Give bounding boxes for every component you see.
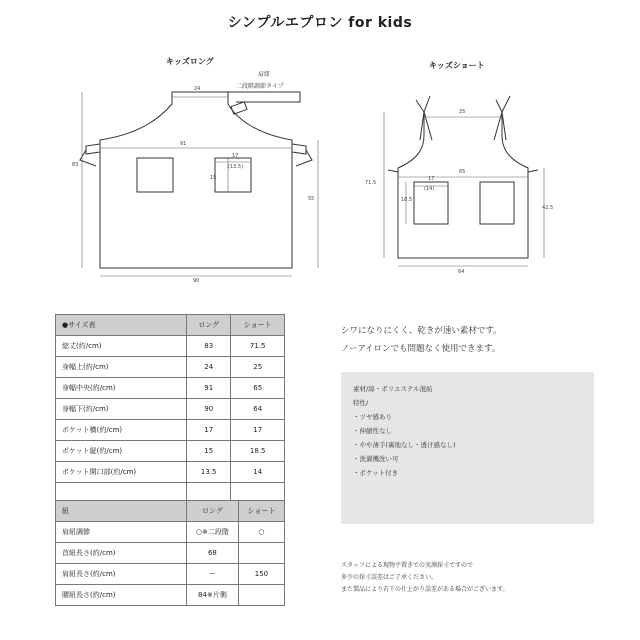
staff-note-line-2: 多少の採寸誤差はご了承ください。 (341, 574, 438, 581)
row-short: 65 (231, 378, 285, 399)
long-dimension-lines (82, 92, 318, 276)
table-row (56, 357, 285, 378)
feature-title: 特性/ (353, 399, 369, 407)
short-dim-middle: 65 (459, 169, 466, 175)
row-long: 17 (187, 420, 231, 441)
feature-item: ・ツヤ感あり (353, 413, 392, 421)
strap-note-1: 肩紐 (258, 71, 271, 78)
long-apron-outline (80, 92, 315, 268)
description-line-2: ノーアイロンでも問題なく使用できます。 (341, 344, 501, 354)
row-label: 身幅上(約/cm) (56, 357, 187, 378)
strap-table-header-short: ショート (238, 501, 284, 522)
short-dimension-lines (384, 112, 544, 266)
short-dim-pocket-open: (14) (424, 186, 435, 192)
row-short: 25 (231, 357, 285, 378)
feature-item: ・ポケット付き (353, 469, 399, 477)
row-long: 68 (187, 543, 239, 564)
strap-table-header (56, 501, 285, 522)
long-dim-bottom: 90 (193, 278, 200, 284)
long-dim-pocket-open: (13.5) (228, 164, 244, 170)
feature-item: ・洗濯機洗い可 (353, 455, 399, 463)
row-label: 首紐長さ(約/cm) (56, 543, 187, 564)
size-table (55, 314, 285, 504)
row-long: 15 (187, 441, 231, 462)
long-dim-pocket-h: 15 (210, 175, 217, 181)
material-box (341, 372, 594, 524)
long-dim-top: 24 (194, 86, 201, 92)
row-short: ○ (238, 522, 284, 543)
row-short: 150 (238, 564, 284, 585)
long-dim-middle: 91 (180, 141, 187, 147)
table-row (56, 522, 285, 543)
row-long: 13.5 (187, 462, 231, 483)
row-short: 14 (231, 462, 285, 483)
short-dim-total: 71.5 (365, 180, 377, 186)
feature-item: ・やや薄手(裏地なし・透け感なし) (353, 441, 456, 449)
page-title: シンプルエプロン for kids (227, 15, 413, 31)
apron-diagrams (0, 0, 640, 300)
description-line-1: シワになりにくく、乾きが速い素材です。 (341, 326, 502, 336)
short-label: キッズショート (429, 61, 485, 70)
short-dim-lower: 42.5 (542, 205, 554, 211)
row-short: 17 (231, 420, 285, 441)
long-dim-bottom-len: 55 (308, 196, 315, 202)
short-dim-top: 25 (459, 109, 466, 115)
table-row (56, 336, 285, 357)
row-short (238, 585, 284, 606)
row-long: 91 (187, 378, 231, 399)
table-row (56, 585, 285, 606)
strap-table (55, 500, 285, 606)
long-dim-total: 83 (72, 162, 79, 168)
staff-note-line-1: スタッフによる現物平置きでの実測採寸ですので (341, 562, 474, 569)
row-long: ○※二段階 (187, 522, 239, 543)
table-row (56, 378, 285, 399)
size-table-header (56, 315, 285, 336)
row-label: 肩紐調節 (56, 522, 187, 543)
short-dim-pocket-h: 18.5 (401, 197, 413, 203)
row-short (238, 543, 284, 564)
strap-table-header-long: ロング (187, 501, 239, 522)
staff-note-line-3: また製品により若干の仕上がり誤差がある場合がございます。 (341, 586, 509, 593)
row-label: 身幅下(約/cm) (56, 399, 187, 420)
row-short: 71.5 (231, 336, 285, 357)
row-long: 83 (187, 336, 231, 357)
row-short: 18.5 (231, 441, 285, 462)
long-dim-pocket-w: 17 (232, 153, 239, 159)
row-long: 90 (187, 399, 231, 420)
feature-item: ・伸縮性なし (353, 427, 392, 435)
row-label: ポケット横(約/cm) (56, 420, 187, 441)
strap-note-2: 二段階調節タイプ (236, 83, 284, 90)
size-table-header-short: ショート (231, 315, 285, 336)
long-label: キッズロング (166, 57, 214, 66)
row-label: 総丈(約/cm) (56, 336, 187, 357)
row-label: 肩紐長さ(約/cm) (56, 564, 187, 585)
size-table-header-label: ●サイズ表 (56, 315, 187, 336)
table-row (56, 564, 285, 585)
size-table-header-long: ロング (187, 315, 231, 336)
row-long: 24 (187, 357, 231, 378)
short-dim-pocket-w: 17 (428, 176, 435, 182)
strap-table-header-label: 紐 (56, 501, 187, 522)
table-row (56, 462, 285, 483)
table-row (56, 420, 285, 441)
material-text: 素材/綿・ポリエステル混紡 (353, 385, 433, 393)
row-label: ポケット開口部(約/cm) (56, 462, 187, 483)
row-label: 腰紐長さ(約/cm) (56, 585, 187, 606)
table-row (56, 399, 285, 420)
table-row (56, 543, 285, 564)
row-label: 身幅中央(約/cm) (56, 378, 187, 399)
table-row (56, 441, 285, 462)
row-label: ポケット縦(約/cm) (56, 441, 187, 462)
row-long: 84※片側 (187, 585, 239, 606)
row-long: ー (187, 564, 239, 585)
short-dim-bottom: 64 (458, 269, 465, 275)
row-short: 64 (231, 399, 285, 420)
